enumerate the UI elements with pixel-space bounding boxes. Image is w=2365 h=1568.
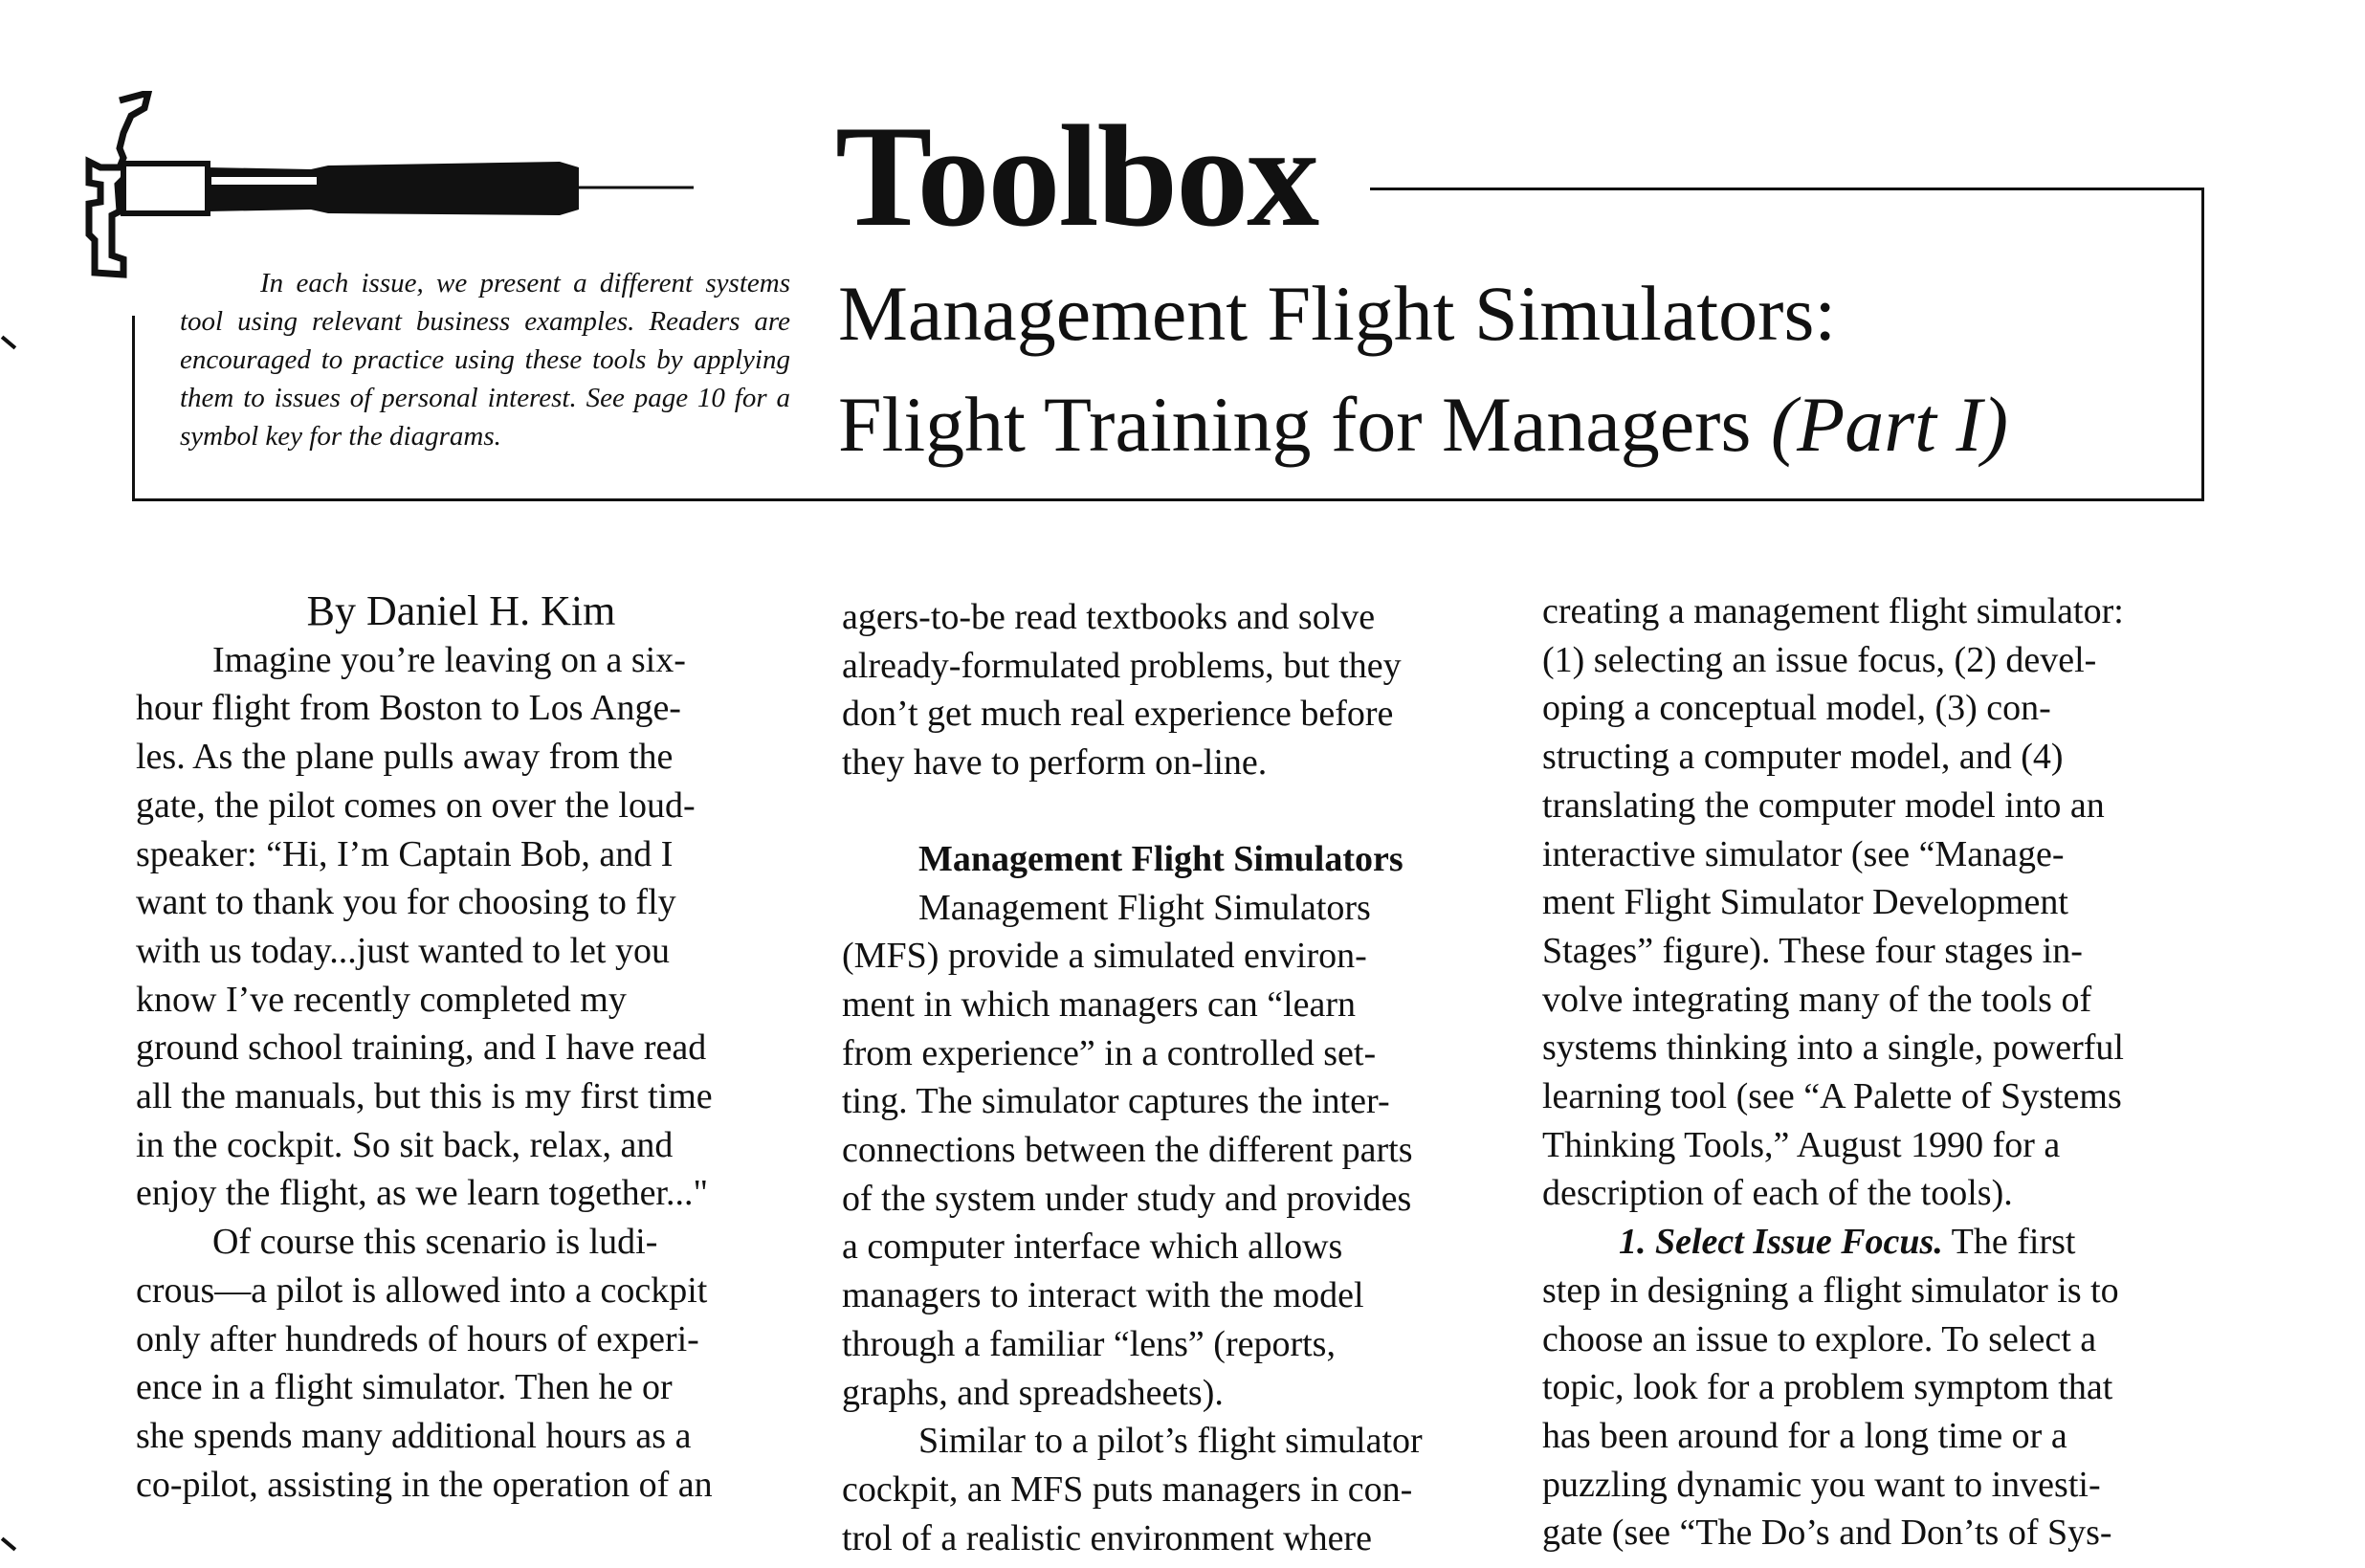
text-line: from experience” in a controlled set- xyxy=(842,1032,1377,1073)
text-line: don’t get much real experience before xyxy=(842,694,1394,735)
text-line: has been around for a long time or a xyxy=(1542,1415,2067,1456)
step-text: The first xyxy=(1942,1222,2076,1263)
text-line: puzzling dynamic you want to investi- xyxy=(1542,1464,2101,1505)
text-line: les. As the plane pulls away from the xyxy=(136,737,674,778)
text-line: Similar to a pilot’s flight simulator xyxy=(918,1421,1423,1462)
text-line: all the manuals, but this is my first time xyxy=(136,1076,713,1117)
text-line: connections between the different parts xyxy=(842,1130,1413,1171)
text-line: ment in which managers can “learn xyxy=(842,983,1357,1025)
text-line: Management Flight Simulators xyxy=(918,887,1371,928)
section-title: Toolbox xyxy=(835,96,1318,256)
text-line: structing a computer model, and (4) xyxy=(1542,737,2064,778)
text-line: speaker: “Hi, I’m Captain Bob, and I xyxy=(136,833,674,874)
text-line: creating a management flight simulator: xyxy=(1542,591,2124,631)
text-line: Imagine you’re leaving on a six- xyxy=(212,639,686,680)
text-line: Of course this scenario is ludi- xyxy=(212,1222,658,1263)
text-line: in the cockpit. So sit back, relax, and xyxy=(136,1124,674,1165)
byline: By Daniel H. Kim xyxy=(306,587,616,634)
text-line: Thinking Tools,” August 1990 for a xyxy=(1542,1124,2061,1165)
step-label: 1. Select Issue Focus. xyxy=(1619,1222,1943,1263)
article-title-line2 xyxy=(838,369,2197,480)
text-line: systems thinking into a single, powerful xyxy=(1542,1027,2124,1069)
article-column-2 xyxy=(842,593,1512,1562)
text-line: crous—a pilot is allowed into a cockpit xyxy=(136,1270,708,1311)
header-frame-left-edge xyxy=(132,316,135,501)
text-line: want to thank you for choosing to fly xyxy=(136,882,676,923)
text-line: through a familiar “lens” (reports, xyxy=(842,1323,1336,1364)
text-line: ment Flight Simulator Development xyxy=(1542,882,2068,923)
text-line: ence in a flight simulator. Then he or xyxy=(136,1367,673,1408)
text-line: with us today...just wanted to let you xyxy=(136,930,670,971)
text-line: (MFS) provide a simulated environ- xyxy=(842,936,1367,977)
article-column-3 xyxy=(1542,587,2212,1557)
text-line: already-formulated problems, but they xyxy=(842,645,1402,686)
article-column-1 xyxy=(136,587,806,1509)
text-line: they have to perform on-line. xyxy=(842,742,1268,784)
text-line: a computer interface which allows xyxy=(842,1226,1343,1268)
text-line: gate, the pilot comes on over the loud- xyxy=(136,784,696,826)
text-line: choose an issue to explore. To select a xyxy=(1542,1318,2097,1359)
text-line: translating the computer model into an xyxy=(1542,784,2105,826)
article-part-label: (Part I) xyxy=(1770,381,2009,468)
text-line: learning tool (see “A Palette of Systems xyxy=(1542,1076,2122,1117)
text-line: Stages” figure). These four stages in- xyxy=(1542,930,2083,971)
text-line xyxy=(1542,1218,2212,1267)
text-line: managers to interact with the model xyxy=(842,1275,1364,1316)
text-line: topic, look for a problem symptom that xyxy=(1542,1367,2113,1408)
text-line: know I’ve recently completed my xyxy=(136,979,627,1020)
text-line: trol of a realistic environment where xyxy=(842,1517,1372,1558)
text-line: ground school training, and I have read xyxy=(136,1027,707,1069)
scan-mark xyxy=(1,1537,16,1552)
article-title-line2-text: Flight Training for Managers xyxy=(838,381,1752,468)
text-line: co-pilot, assisting in the operation of an xyxy=(136,1464,713,1505)
text-line: hour flight from Boston to Los Ange- xyxy=(136,688,681,729)
text-line: enjoy the flight, as we learn together..." xyxy=(136,1173,708,1214)
text-line: step in designing a flight simulator is to xyxy=(1542,1270,2119,1311)
text-line: interactive simulator (see “Manage- xyxy=(1542,833,2065,874)
text-line: gate (see “The Do’s and Don’ts of Sys- xyxy=(1542,1513,2112,1554)
text-line: graphs, and spreadsheets). xyxy=(842,1372,1224,1413)
text-line: of the system under study and provides xyxy=(842,1178,1412,1219)
text-line: ting. The simulator captures the inter- xyxy=(842,1081,1390,1122)
text-line: cockpit, an MFS puts managers in con- xyxy=(842,1469,1413,1510)
text-line: description of each of the tools). xyxy=(1542,1173,2013,1214)
text-line: only after hundreds of hours of experi- xyxy=(136,1318,699,1359)
text-line: oping a conceptual model, (3) con- xyxy=(1542,688,2051,729)
section-intro: In each issue, we present a different systems tool using relevant business examples. Readers are encouraged to practice using these tools by applying them to issues of personal interest. See page 10 for a symbol key for the diagrams. xyxy=(180,268,790,452)
paragraph-gap xyxy=(842,787,1512,835)
text-line: (1) selecting an issue focus, (2) devel- xyxy=(1542,639,2097,680)
scan-mark xyxy=(1,336,16,350)
article-title-line1: Management Flight Simulators: xyxy=(838,270,1837,357)
text-line: volve integrating many of the tools of xyxy=(1542,979,2092,1020)
text-line: agers-to-be read textbooks and solve xyxy=(842,597,1376,637)
subsection-heading: Management Flight Simulators xyxy=(918,838,1404,879)
article-title xyxy=(838,258,2197,480)
text-line: she spends many additional hours as a xyxy=(136,1415,692,1456)
